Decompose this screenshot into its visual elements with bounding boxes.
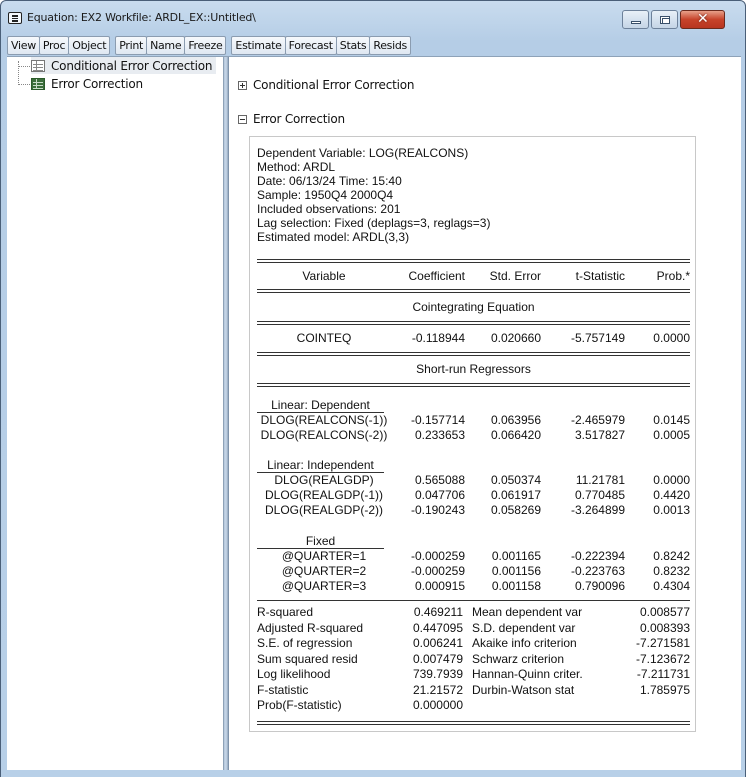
column-headers bbox=[257, 269, 690, 284]
divider bbox=[257, 383, 690, 387]
table-row: @QUARTER=3 0.000915 0.001158 0.790096 0.4304 bbox=[281, 579, 690, 593]
col-t-statistic: t-Statistic bbox=[575, 269, 625, 283]
table-row: DLOG(REALCONS(-2)) 0.233653 0.066420 3.517827 0.0005 bbox=[260, 428, 690, 442]
estimate-button[interactable]: Estimate bbox=[231, 36, 285, 55]
maximize-icon bbox=[660, 16, 670, 24]
title-bar[interactable] bbox=[1, 1, 745, 34]
stats-button[interactable]: Stats bbox=[336, 36, 371, 55]
object-button[interactable]: Object bbox=[68, 36, 110, 55]
table-icon bbox=[31, 78, 45, 90]
table-row: DLOG(REALCONS(-1)) -0.157714 0.063956 -2.465979 0.0145 bbox=[260, 413, 690, 427]
output-header bbox=[257, 146, 490, 244]
table-row: DLOG(REALGDP(-1)) 0.047706 0.061917 0.770485 0.4420 bbox=[264, 488, 690, 502]
table-icon bbox=[31, 60, 45, 72]
included-observations: Included observations: 201 bbox=[257, 202, 401, 216]
method: Method: ARDL bbox=[257, 160, 336, 174]
date-time: Date: 06/13/24 Time: 15:40 bbox=[257, 174, 402, 188]
tree-connector bbox=[18, 61, 19, 83]
tree-connector bbox=[18, 84, 30, 85]
group-header: Linear: Dependent bbox=[257, 398, 384, 413]
group-header: Linear: Independent bbox=[257, 458, 384, 473]
col-prob: Prob.* bbox=[656, 269, 690, 283]
output-panel bbox=[229, 57, 741, 770]
name-button[interactable]: Name bbox=[146, 36, 185, 55]
maximize-button[interactable] bbox=[651, 10, 678, 29]
table-row: @QUARTER=2 -0.000259 0.001156 -0.223763 0.8232 bbox=[281, 564, 690, 578]
proc-button[interactable]: Proc bbox=[39, 36, 69, 55]
close-icon: ✕ bbox=[697, 11, 709, 27]
print-button[interactable]: Print bbox=[115, 36, 147, 55]
window-menu-icon[interactable] bbox=[8, 12, 22, 24]
minimize-icon bbox=[631, 21, 641, 24]
tree-panel bbox=[7, 57, 223, 770]
divider bbox=[257, 289, 690, 293]
stats-row: Log likelihood 739.7939 Hannan-Quinn criter. -7.211731 bbox=[257, 667, 690, 681]
content-area bbox=[7, 56, 741, 769]
stats-row: Prob(F-statistic) 0.000000 bbox=[257, 698, 463, 712]
col-std-error: Std. Error bbox=[489, 269, 541, 283]
divider bbox=[257, 321, 690, 325]
coint-section-label: Cointegrating Equation bbox=[412, 300, 535, 314]
minimize-button[interactable] bbox=[622, 10, 649, 29]
divider bbox=[257, 600, 690, 601]
divider bbox=[257, 721, 690, 725]
dependent-variable: Dependent Variable: LOG(REALCONS) bbox=[257, 146, 469, 160]
col-variable: Variable bbox=[302, 269, 346, 283]
tree-connector bbox=[18, 66, 30, 67]
stats-row: Sum squared resid 0.007479 Schwarz criterion -7.123672 bbox=[257, 651, 690, 666]
stats-row: S.E. of regression 0.006241 Akaike info criterion -7.271581 bbox=[257, 636, 690, 650]
group-header: Fixed bbox=[257, 534, 384, 549]
shortrun-section-label: Short-run Regressors bbox=[416, 362, 531, 376]
section-conditional-error-correction[interactable] bbox=[238, 78, 414, 92]
tree-item-label: Error Correction bbox=[51, 76, 143, 91]
section-label: Conditional Error Correction bbox=[253, 78, 415, 92]
stats-row: F-statistic 21.21572 Durbin-Watson stat 1.785975 bbox=[257, 682, 690, 697]
stats-row: Adjusted R-squared 0.447095 S.D. dependent var 0.008393 bbox=[257, 620, 690, 635]
table-row: DLOG(REALGDP) 0.565088 0.050374 11.21781 0.0000 bbox=[274, 473, 690, 487]
toolbar bbox=[7, 36, 410, 55]
divider bbox=[257, 352, 690, 356]
divider bbox=[257, 259, 690, 263]
collapse-icon[interactable] bbox=[238, 115, 247, 124]
expand-icon[interactable] bbox=[238, 81, 247, 90]
table-row: @QUARTER=1 -0.000259 0.001165 -0.222394 0.8242 bbox=[281, 549, 690, 563]
estimation-output bbox=[249, 136, 696, 732]
forecast-button[interactable]: Forecast bbox=[285, 36, 337, 55]
window-title: Equation: EX2 Workfile: ARDL_EX::Untitled\ bbox=[27, 11, 256, 24]
section-label: Error Correction bbox=[253, 112, 345, 126]
sample: Sample: 1950Q4 2000Q4 bbox=[257, 188, 394, 202]
view-button[interactable]: View bbox=[7, 36, 40, 55]
window-bottom-border bbox=[1, 770, 745, 777]
table-row: COINTEQ -0.118944 0.020660 -5.757149 0.0000 bbox=[296, 331, 690, 345]
resids-button[interactable]: Resids bbox=[369, 36, 411, 55]
tree-item-conditional-error-correction[interactable] bbox=[31, 57, 216, 74]
close-button[interactable] bbox=[680, 10, 725, 29]
table-row: DLOG(REALGDP(-2)) -0.190243 0.058269 -3.264899 0.0013 bbox=[264, 503, 690, 517]
tree-item-label: Conditional Error Correction bbox=[51, 58, 213, 73]
stats-row: R-squared 0.469211 Mean dependent var 0.008577 bbox=[257, 605, 690, 619]
col-coefficient: Coefficient bbox=[408, 269, 465, 283]
estimated-model: Estimated model: ARDL(3,3) bbox=[257, 230, 410, 244]
section-error-correction[interactable] bbox=[238, 112, 345, 126]
tree-item-error-correction[interactable] bbox=[31, 75, 147, 92]
freeze-button[interactable]: Freeze bbox=[184, 36, 226, 55]
lag-selection: Lag selection: Fixed (deplags=3, reglags=3) bbox=[257, 216, 491, 230]
